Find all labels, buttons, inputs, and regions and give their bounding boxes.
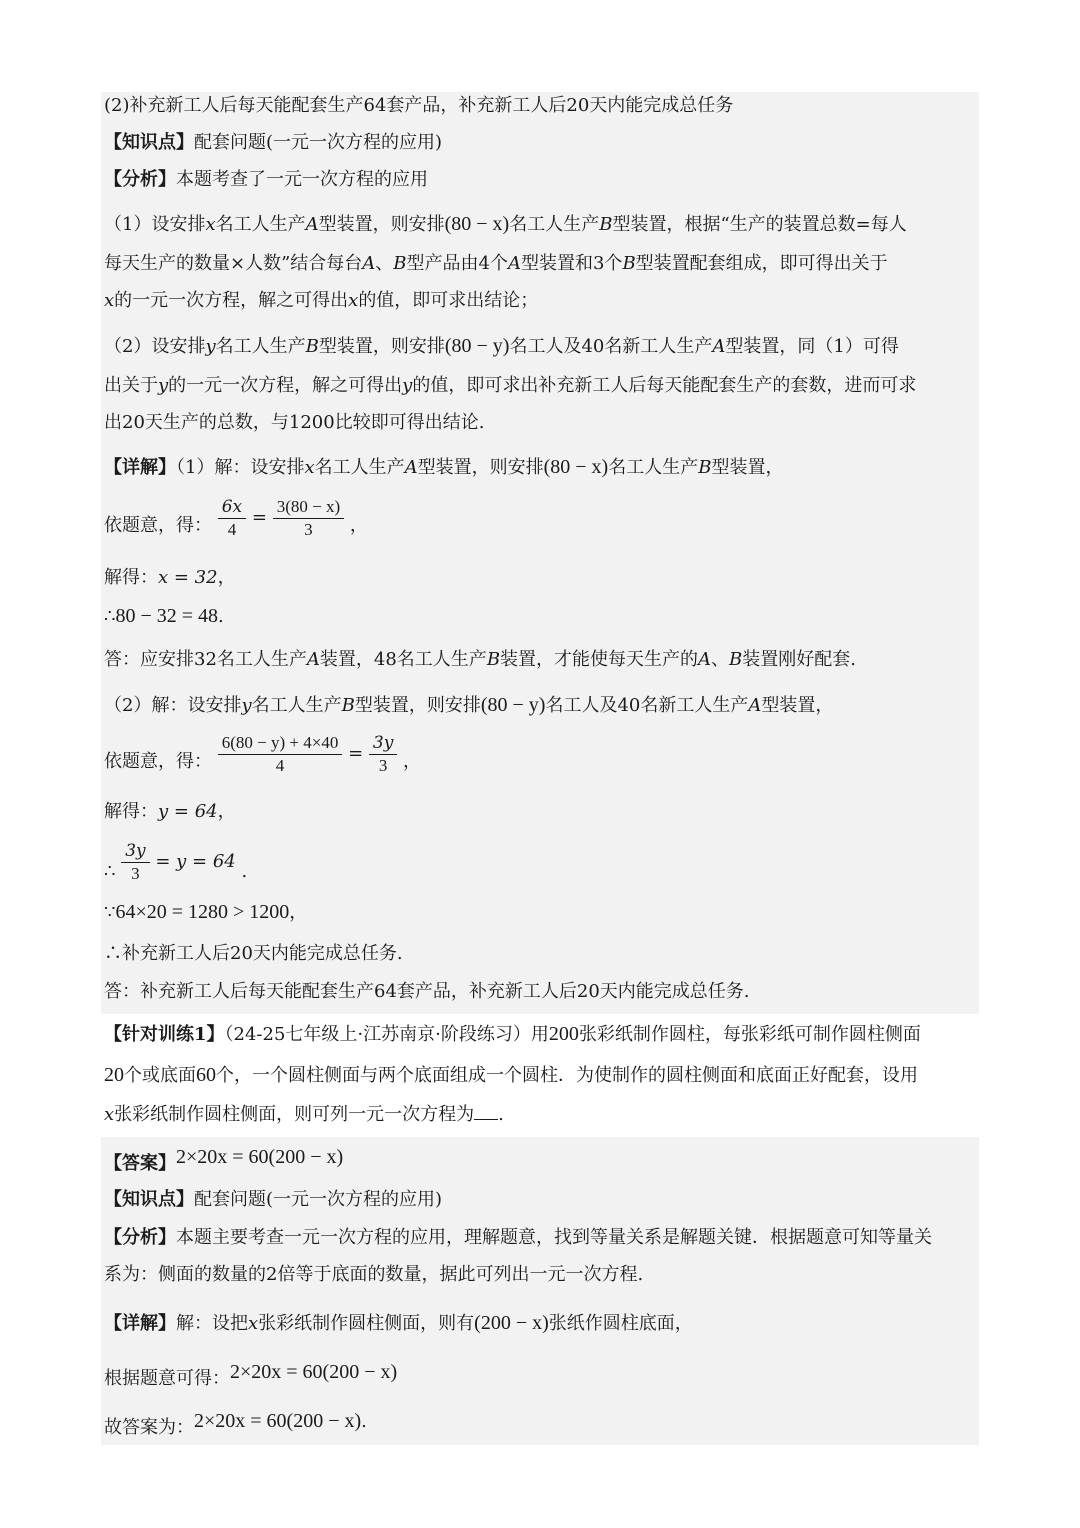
training-detail	[104, 1311, 980, 1336]
q1-a2-l1-b: 名工人生产	[215, 336, 306, 357]
equation-1	[104, 494, 980, 550]
training-line-2	[104, 1063, 980, 1088]
analysis-1-line-3	[104, 289, 980, 313]
analysis-2-line-2	[104, 374, 980, 398]
vars-y80: (80 − y)	[480, 694, 546, 716]
vars-B: B	[599, 214, 613, 235]
answer-1	[104, 648, 980, 672]
analysis-tag: 【分析】	[104, 169, 176, 190]
q1-a1-l1-e: 型装置，根据“生产的装置总数	[612, 214, 856, 235]
q2-detail-b: 张彩纸制作圆柱侧面，则有	[258, 1313, 475, 1334]
equation-2	[104, 730, 980, 786]
q2-answer-eq: 2×20x = 60(200 − x)	[194, 1410, 362, 1432]
q1-solve: 解得：	[104, 567, 158, 588]
vars-y80: (80 − y)	[444, 335, 510, 357]
q1-d1-l1-c: 型装置，则安排	[417, 457, 544, 478]
q1-a1-l3-a: 的一元一次方程，解之可得出	[114, 290, 349, 311]
q1-a1-l1-b: 名工人生产	[215, 214, 306, 235]
q1-d2-l1-c: 型装置，则安排	[354, 695, 481, 716]
q1-ans1-d: 、	[711, 649, 730, 670]
q1-ans2: 答：补充新工人后每天能配套生产64套产品，补充新工人后20天内能完成总任务.	[104, 981, 750, 1002]
vars-B: B	[305, 336, 319, 357]
q2-n20: 20	[104, 1064, 124, 1086]
vars-x: x	[304, 457, 315, 478]
q1-eq2-lhs-den: 4	[275, 755, 285, 775]
q1-a1-l2-a: 每天生产的数量	[104, 253, 230, 274]
q1-a2-l2-b: 的一元一次方程，解之可得出	[168, 375, 403, 396]
q1-a2-l3: 出20天生产的总数，与1200比较即可得出结论.	[104, 412, 485, 433]
vars-x: x	[248, 1313, 259, 1334]
q1-analysis-intro: 本题考查了一元一次方程的应用	[176, 169, 428, 190]
answer-blank	[474, 1101, 498, 1120]
q1-period: .	[241, 861, 248, 882]
q1-eq1-lhs-den: 4	[227, 519, 237, 539]
q1-x-sol: x = 32	[158, 567, 218, 588]
vars-x: x	[205, 214, 216, 235]
q1-period: .	[218, 606, 224, 627]
analysis-1-line-2	[104, 252, 980, 276]
q1-a1-l3-b: 的值，即可求出结论；	[358, 290, 539, 311]
q1-a2-l1-a: （2）设安排	[104, 336, 206, 357]
q1-d2-l1-a: （2）解：设安排	[104, 695, 242, 716]
q1-d1-l1-d: 名工人生产	[608, 457, 699, 478]
q1-a1-l2-e: 型装置和3个	[520, 253, 623, 274]
q1-a1-l1-c: 型装置，则安排	[318, 214, 445, 235]
vars-A: A	[362, 253, 376, 274]
part2-conclusion: (2)补充新工人后每天能配套生产64套产品，补充新工人后20天内能完成总任务	[104, 95, 734, 116]
detail-2-line-1	[104, 693, 980, 718]
vars-A: A	[712, 336, 726, 357]
q2-n60: 60	[196, 1064, 216, 1086]
analysis-1-line-1	[104, 212, 980, 237]
q2-so-answer: 故答案为：	[104, 1417, 194, 1438]
q1-by-meaning: 依题意，得：	[104, 515, 212, 536]
answer-block	[101, 1137, 979, 1445]
q1-eq3-num: 3y	[121, 840, 149, 863]
vars-y: y	[402, 375, 413, 396]
q1-comma: ，	[289, 902, 308, 923]
q1-by-meaning: 依题意，得：	[104, 751, 212, 772]
q2-knowledge: 配套问题(一元一次方程的应用)	[194, 1189, 443, 1210]
vars-B: B	[622, 253, 636, 274]
vars-A: A	[404, 457, 418, 478]
q2-detail-a: 解：设把	[176, 1313, 248, 1334]
q1-eq1-lhs-num: 6x	[218, 496, 246, 519]
q1-calc1: 80 − 32 = 48	[115, 605, 219, 627]
q1-therefore: ∴	[104, 606, 116, 627]
q2-n200: 200	[548, 1023, 579, 1045]
q2-answer-eq: 2×20x = 60(200 − x)	[230, 1361, 398, 1383]
q1-a1-l1-f: 每人	[870, 214, 907, 235]
q2-analysis-l2: 系为：侧面的数量的2倍等于底面的数量，据此可列出一元一次方程.	[104, 1264, 644, 1285]
q2-detail-c: 张纸作圆柱底面，	[548, 1313, 693, 1334]
calc-1280	[104, 900, 980, 925]
training-line-1	[104, 1022, 980, 1047]
training-equation	[104, 1360, 980, 1391]
training-final	[104, 1409, 980, 1440]
training-answer	[104, 1145, 980, 1176]
q1-ans1-b: 装置，48名工人生产	[319, 649, 487, 670]
q1-comma: ，	[349, 515, 368, 536]
detail-1-line-1	[104, 455, 980, 480]
vars-y: y	[205, 336, 216, 357]
q1-conc: 补充新工人后20天内能完成总任务.	[122, 943, 403, 964]
q1-solve: 解得：	[104, 801, 158, 822]
vars-A: A	[306, 649, 320, 670]
vars-x80: (80 − x)	[543, 456, 609, 478]
analysis-2-line-3	[104, 411, 980, 435]
q2-l2-b: 个，一个圆柱侧面与两个底面组成一个圆柱．为使制作的圆柱侧面和底面正好配套，设用	[216, 1065, 918, 1086]
part2-conclusion	[104, 94, 980, 118]
q1-a1-l1-a: （1）设安排	[104, 214, 206, 235]
q1-ans1-e: 装置刚好配套.	[742, 649, 857, 670]
eq3-fraction	[121, 840, 149, 885]
q1-knowledge	[104, 131, 980, 155]
training-analysis-1	[104, 1226, 980, 1250]
vars-eq: =	[251, 507, 267, 528]
q2-l2-a: 个或底面	[124, 1065, 196, 1086]
q1-a2-l1-d: 名工人及40名新工人生产	[509, 336, 713, 357]
q1-d1-l1-b: 名工人生产	[314, 457, 405, 478]
q2-per-meaning: 根据题意可得：	[104, 1368, 230, 1389]
q1-a1-l1-d: 名工人生产	[509, 214, 600, 235]
vars-B: B	[341, 695, 355, 716]
q1-d2-l1-d: 名工人及40名新工人生产	[545, 695, 749, 716]
vars-x: x	[104, 290, 115, 311]
q1-a2-l2-c: 的值，即可求出补充新工人后每天能配套生产的套数，进而可求	[412, 375, 917, 396]
vars-x: x	[348, 290, 359, 311]
training-tag: 【针对训练1】	[104, 1024, 225, 1045]
q2-l3-a: 张彩纸制作圆柱侧面，则可列一元一次方程为	[114, 1104, 475, 1125]
q2-knowledge-tag: 【知识点】	[104, 1189, 194, 1210]
q1-calc2: 64×20 = 1280 > 1200	[115, 901, 290, 923]
q1-ans1-a: 答：应安排32名工人生产	[104, 649, 307, 670]
q1-d1-l1-e: 型装置，	[711, 457, 784, 478]
q2-l1-a: （24-25七年级上·江苏南京·阶段练习）用	[224, 1024, 549, 1045]
vars-eq: =	[855, 214, 871, 235]
q1-a2-l1-c: 型装置，则安排	[318, 336, 445, 357]
q1-period: .	[361, 1411, 367, 1432]
answer-2	[104, 980, 980, 1004]
q1-d2-l1-b: 名工人生产	[251, 695, 342, 716]
q1-a2-l2-a: 出关于	[104, 375, 158, 396]
q1-eq2-lhs-num: 6(80 − y) + 4×40	[218, 732, 343, 755]
vars-B: B	[393, 253, 407, 274]
q1-comma: ，	[217, 801, 236, 822]
knowledge-tag: 【知识点】	[104, 132, 194, 153]
q2-detail-tag: 【详解】	[104, 1313, 176, 1334]
q1-comma: ，	[403, 751, 422, 772]
q1-eq1-rhs-den: 3	[304, 519, 313, 539]
calc-48	[104, 604, 980, 629]
q2-analysis-l1: 本题主要考查一元一次方程的应用，理解题意，找到等量关系是解题关键．根据题意可知等量关	[176, 1227, 932, 1248]
q1-knowledge: 配套问题(一元一次方程的应用)	[194, 132, 443, 153]
q1-y-sol: y = 64	[158, 801, 218, 822]
q1-ans1-c: 装置，才能使每天生产的	[500, 649, 699, 670]
vars-B: B	[729, 649, 743, 670]
vars-eq: =	[348, 743, 364, 764]
q1-a1-l2-f: 型装置配套组成，即可得出关于	[635, 253, 888, 274]
vars-x80: (80 − x)	[444, 213, 510, 235]
q1-period: .	[498, 1104, 504, 1125]
vars-y: y	[158, 375, 169, 396]
q1-eq2-rhs-den: 3	[378, 755, 388, 775]
q1-therefore: ∴	[104, 861, 116, 882]
equation-3	[104, 838, 980, 896]
eq1-lhs-fraction	[218, 496, 246, 541]
q1-a1-l2-b: 人数”结合每台	[245, 253, 363, 274]
q1-d2-l1-e: 型装置，	[761, 695, 834, 716]
eq2-rhs-fraction	[369, 732, 397, 777]
q1-eq3-den: 3	[131, 863, 140, 883]
q2-expr-200mx: (200 − x)	[474, 1312, 549, 1334]
solve-x	[104, 566, 980, 590]
vars-B: B	[698, 457, 712, 478]
q1-eq1-rhs-num: 3(80 − x)	[273, 496, 344, 519]
q1-eq3-rest: = y = 64	[155, 851, 236, 872]
training-line-3	[104, 1101, 980, 1127]
q1-therefore: ∴	[104, 943, 122, 964]
analysis-2-line-1	[104, 334, 980, 359]
vars-times: ×	[230, 253, 246, 274]
q1-a1-l2-c: 、	[375, 253, 394, 274]
detail-tag: 【详解】	[104, 457, 176, 478]
vars-A: A	[507, 253, 521, 274]
q1-comma: ，	[217, 567, 236, 588]
solve-y	[104, 800, 980, 824]
q1-a2-l1-e: 型装置，同（1）可得	[725, 336, 899, 357]
q2-l1-b: 张彩纸制作圆柱，每张彩纸可制作圆柱侧面	[578, 1024, 921, 1045]
q1-analysis-intro	[104, 168, 980, 192]
vars-x: x	[104, 1104, 115, 1125]
q1-eq2-rhs-num: 3y	[369, 732, 397, 755]
q1-because: ∵	[104, 902, 116, 923]
vars-A: A	[698, 649, 712, 670]
vars-A: A	[305, 214, 319, 235]
vars-B: B	[486, 649, 501, 670]
q1-d1-l1-a: （1）解：设安排	[176, 457, 305, 478]
vars-y: y	[241, 695, 252, 716]
q2-analysis-tag: 【分析】	[104, 1227, 176, 1248]
q1-a1-l2-d: 型产品由4个	[406, 253, 508, 274]
training-analysis-2	[104, 1263, 980, 1287]
answer-tag: 【答案】	[104, 1153, 176, 1174]
vars-A: A	[748, 695, 762, 716]
eq1-rhs-fraction	[273, 496, 344, 541]
q2-answer-eq: 2×20x = 60(200 − x)	[176, 1146, 344, 1168]
eq2-lhs-fraction	[218, 732, 343, 777]
conclusion	[104, 942, 980, 966]
training-knowledge	[104, 1188, 980, 1212]
